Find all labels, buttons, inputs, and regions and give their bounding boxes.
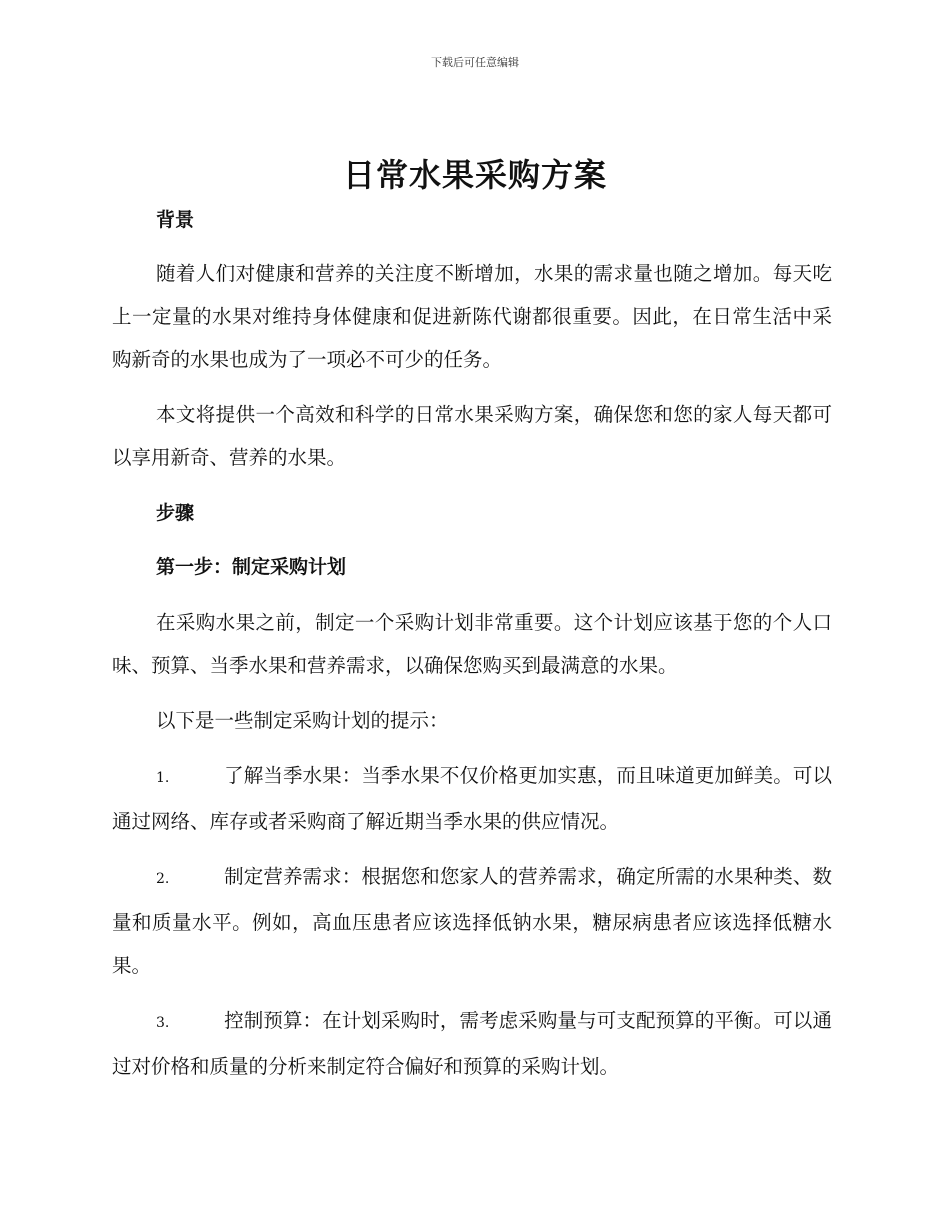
subsection-heading-step1: 第一步：制定采购计划 xyxy=(156,556,347,578)
paragraph-step1-2: 以下是一些制定采购计划的提示： xyxy=(156,709,449,732)
section-heading-background: 背景 xyxy=(156,209,195,231)
document-body xyxy=(112,200,832,1088)
list-item-text: 控制预算：在计划采购时，需考虑采购量与可支配预算的平衡。可以通过对价格和质量的分析来制定符合偏好和预算的采购计划。 xyxy=(112,1009,832,1078)
header-note: 下载后可任意编辑 xyxy=(431,56,519,69)
list-item-text: 制定营养需求：根据您和您家人的营养需求，确定所需的水果种类、数量和质量水平。例如，高血压患者应该选择低钠水果，糖尿病患者应该选择低糖水果。 xyxy=(112,865,832,977)
list-item xyxy=(112,754,832,843)
list-item-number: 2. xyxy=(156,871,170,887)
list-item xyxy=(112,855,832,987)
list-item-number: 1. xyxy=(156,770,170,786)
list-item-number: 3. xyxy=(156,1015,170,1031)
paragraph-background-1: 随着人们对健康和营养的关注度不断增加，水果的需求量也随之增加。每天吃上一定量的水果对维持身体健康和促进新陈代谢都很重要。因此，在日常生活中采购新奇的水果也成为了一项必不可少的任务。 xyxy=(112,262,832,371)
document-title: 日常水果采购方案 xyxy=(342,156,607,194)
list-item xyxy=(112,999,832,1088)
list-item-text: 了解当季水果：当季水果不仅价格更加实惠，而且味道更加鲜美。可以通过网络、库存或者采购商了解近期当季水果的供应情况。 xyxy=(112,764,832,833)
section-heading-steps: 步骤 xyxy=(156,502,195,524)
paragraph-background-2: 本文将提供一个高效和科学的日常水果采购方案，确保您和您的家人每天都可以享用新奇、营养的水果。 xyxy=(112,403,832,469)
paragraph-step1-1: 在采购水果之前，制定一个采购计划非常重要。这个计划应该基于您的个人口味、预算、当季水果和营养需求，以确保您购买到最满意的水果。 xyxy=(112,611,832,677)
